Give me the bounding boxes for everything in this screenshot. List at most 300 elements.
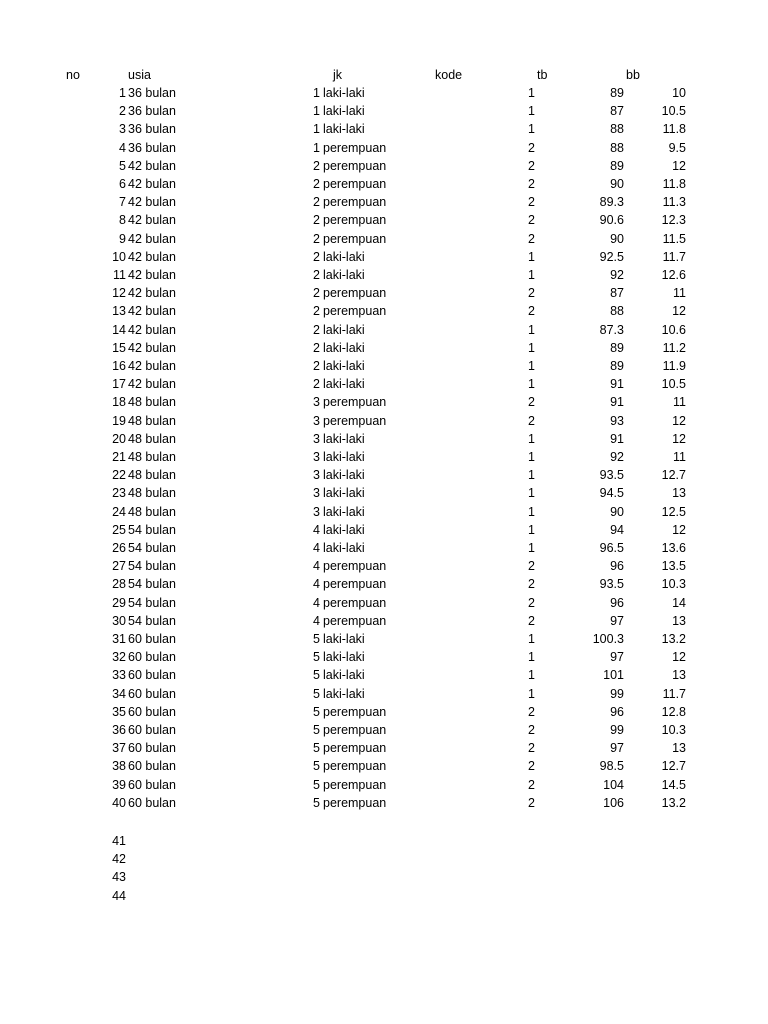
cell-bb: 12.3 bbox=[661, 213, 686, 228]
table-row bbox=[0, 84, 768, 102]
cell-bb: 14.5 bbox=[661, 777, 686, 792]
cell-kode: 2 bbox=[528, 595, 535, 610]
cell-jk: laki-laki bbox=[323, 486, 365, 501]
cell-tb: 94 bbox=[610, 522, 624, 537]
cell-tb: 91 bbox=[610, 431, 624, 446]
cell-jk: laki-laki bbox=[323, 268, 365, 282]
cell-tb: 97 bbox=[610, 650, 624, 665]
cell-age-code: 3 bbox=[313, 504, 320, 519]
cell-age-code: 2 bbox=[313, 213, 320, 228]
cell-tb: 104 bbox=[603, 777, 624, 792]
cell-tb: 88 bbox=[610, 140, 624, 155]
cell-tb: 94.5 bbox=[599, 486, 624, 501]
cell-usia: 60 bulan bbox=[128, 704, 176, 719]
cell-tb: 96 bbox=[610, 595, 624, 610]
cell-bb: 13 bbox=[672, 741, 686, 756]
cell-bb: 12.6 bbox=[661, 268, 686, 282]
cell-usia: 54 bulan bbox=[128, 595, 176, 610]
cell-age-code: 3 bbox=[313, 413, 320, 428]
cell-bb: 9.5 bbox=[668, 140, 686, 155]
cell-bb: 12 bbox=[672, 304, 686, 319]
cell-kode: 2 bbox=[528, 559, 535, 574]
cell-tb: 89 bbox=[610, 340, 624, 355]
header-jk: jk bbox=[333, 68, 343, 82]
cell-bb: 10.5 bbox=[661, 377, 686, 392]
cell-usia: 48 bulan bbox=[128, 486, 176, 501]
cell-jk: perempuan bbox=[323, 777, 387, 792]
cell-bb: 11.5 bbox=[662, 231, 686, 246]
cell-usia: 48 bulan bbox=[128, 504, 176, 519]
cell-usia: 42 bulan bbox=[128, 304, 176, 319]
cell-usia: 60 bulan bbox=[128, 650, 176, 665]
table-row bbox=[0, 721, 768, 739]
cell-jk: perempuan bbox=[323, 195, 387, 210]
cell-jk: laki-laki bbox=[323, 340, 365, 355]
cell-kode: 1 bbox=[528, 541, 535, 555]
cell-bb: 11.9 bbox=[662, 359, 686, 373]
cell-jk: laki-laki bbox=[323, 104, 365, 119]
cell-no: 32 bbox=[112, 650, 126, 665]
cell-no: 43 bbox=[112, 870, 126, 885]
cell-no: 34 bbox=[112, 686, 126, 701]
cell-no: 29 bbox=[112, 595, 126, 610]
cell-no: 16 bbox=[112, 359, 126, 373]
cell-age-code: 3 bbox=[313, 450, 320, 464]
cell-jk: laki-laki bbox=[323, 522, 365, 537]
cell-tb: 97 bbox=[610, 613, 624, 628]
cell-kode: 2 bbox=[528, 613, 535, 628]
cell-age-code: 2 bbox=[313, 177, 320, 191]
cell-kode: 1 bbox=[528, 686, 535, 701]
cell-kode: 2 bbox=[528, 395, 535, 410]
cell-kode: 1 bbox=[528, 86, 535, 100]
cell-kode: 1 bbox=[528, 340, 535, 355]
cell-tb: 90.6 bbox=[599, 213, 624, 228]
cell-jk: laki-laki bbox=[323, 468, 365, 483]
cell-age-code: 2 bbox=[313, 158, 320, 173]
cell-kode: 2 bbox=[528, 304, 535, 319]
cell-no: 13 bbox=[112, 304, 126, 319]
cell-usia: 54 bulan bbox=[128, 613, 176, 628]
cell-jk: perempuan bbox=[323, 413, 387, 428]
cell-bb: 10.3 bbox=[661, 723, 686, 737]
cell-no: 5 bbox=[119, 158, 126, 173]
cell-jk: perempuan bbox=[323, 140, 387, 155]
table-row bbox=[0, 612, 768, 630]
cell-kode: 2 bbox=[528, 413, 535, 428]
cell-no: 25 bbox=[112, 522, 126, 537]
cell-age-code: 3 bbox=[313, 431, 320, 446]
cell-jk: perempuan bbox=[323, 177, 387, 191]
cell-kode: 1 bbox=[528, 632, 535, 646]
cell-bb: 11.3 bbox=[662, 195, 686, 210]
cell-age-code: 3 bbox=[313, 486, 320, 501]
cell-kode: 1 bbox=[528, 122, 535, 137]
cell-jk: perempuan bbox=[323, 286, 387, 301]
cell-jk: laki-laki bbox=[323, 504, 365, 519]
cell-kode: 2 bbox=[528, 795, 535, 810]
cell-bb: 10 bbox=[672, 86, 686, 100]
cell-kode: 2 bbox=[528, 231, 535, 246]
cell-no: 4 bbox=[119, 140, 126, 155]
cell-no: 10 bbox=[112, 249, 126, 264]
cell-usia: 54 bulan bbox=[128, 577, 176, 592]
cell-bb: 12 bbox=[672, 431, 686, 446]
cell-no: 2 bbox=[119, 104, 126, 119]
table-row bbox=[0, 393, 768, 411]
cell-no: 18 bbox=[112, 395, 126, 410]
cell-age-code: 1 bbox=[313, 122, 320, 137]
cell-no: 15 bbox=[112, 340, 126, 355]
cell-bb: 12.8 bbox=[661, 704, 686, 719]
cell-tb: 89 bbox=[610, 158, 624, 173]
table-row bbox=[0, 339, 768, 357]
table-row bbox=[0, 321, 768, 339]
cell-jk: laki-laki bbox=[323, 668, 365, 683]
cell-no: 6 bbox=[119, 177, 126, 191]
cell-kode: 1 bbox=[528, 104, 535, 119]
table-row bbox=[0, 211, 768, 229]
cell-usia: 54 bulan bbox=[128, 522, 176, 537]
cell-tb: 99 bbox=[610, 723, 624, 737]
cell-jk: laki-laki bbox=[323, 86, 365, 100]
cell-age-code: 5 bbox=[313, 650, 320, 665]
cell-no: 9 bbox=[119, 231, 126, 246]
table-row bbox=[0, 120, 768, 138]
cell-no: 39 bbox=[112, 777, 126, 792]
cell-bb: 13.6 bbox=[661, 541, 686, 555]
cell-tb: 87 bbox=[610, 286, 624, 301]
cell-age-code: 2 bbox=[313, 286, 320, 301]
cell-kode: 1 bbox=[528, 450, 535, 464]
cell-jk: perempuan bbox=[323, 759, 387, 774]
cell-kode: 2 bbox=[528, 577, 535, 592]
cell-bb: 13 bbox=[672, 613, 686, 628]
cell-bb: 12.7 bbox=[661, 468, 686, 483]
cell-kode: 1 bbox=[528, 377, 535, 392]
cell-no: 30 bbox=[112, 613, 126, 628]
cell-tb: 96 bbox=[610, 704, 624, 719]
cell-tb: 92.5 bbox=[599, 249, 624, 264]
cell-no: 1 bbox=[119, 86, 126, 100]
list-item bbox=[0, 850, 768, 868]
cell-kode: 2 bbox=[528, 759, 535, 774]
cell-jk: laki-laki bbox=[323, 377, 365, 392]
cell-kode: 1 bbox=[528, 504, 535, 519]
cell-bb: 12 bbox=[672, 522, 686, 537]
table-row bbox=[0, 575, 768, 593]
cell-usia: 48 bulan bbox=[128, 468, 176, 483]
cell-kode: 2 bbox=[528, 286, 535, 301]
cell-no: 12 bbox=[112, 286, 126, 301]
cell-no: 11 bbox=[113, 268, 126, 282]
cell-age-code: 2 bbox=[313, 340, 320, 355]
cell-age-code: 5 bbox=[313, 795, 320, 810]
cell-usia: 42 bulan bbox=[128, 213, 176, 228]
cell-bb: 11.8 bbox=[662, 122, 686, 137]
cell-jk: perempuan bbox=[323, 741, 387, 756]
cell-bb: 12 bbox=[672, 413, 686, 428]
cell-tb: 90 bbox=[610, 231, 624, 246]
cell-jk: perempuan bbox=[323, 795, 387, 810]
cell-kode: 2 bbox=[528, 140, 535, 155]
cell-tb: 87 bbox=[610, 104, 624, 119]
cell-bb: 10.6 bbox=[661, 322, 686, 337]
cell-usia: 60 bulan bbox=[128, 741, 176, 756]
cell-jk: laki-laki bbox=[323, 650, 365, 665]
cell-usia: 60 bulan bbox=[128, 777, 176, 792]
cell-tb: 89.3 bbox=[599, 195, 624, 210]
cell-no: 38 bbox=[112, 759, 126, 774]
cell-kode: 2 bbox=[528, 723, 535, 737]
cell-kode: 1 bbox=[528, 468, 535, 483]
cell-usia: 60 bulan bbox=[128, 723, 176, 737]
table-row bbox=[0, 484, 768, 502]
cell-age-code: 1 bbox=[313, 104, 320, 119]
cell-usia: 42 bulan bbox=[128, 249, 176, 264]
cell-usia: 36 bulan bbox=[128, 86, 176, 100]
cell-tb: 97 bbox=[610, 741, 624, 756]
table-row bbox=[0, 466, 768, 484]
cell-bb: 12.5 bbox=[661, 504, 686, 519]
cell-tb: 93 bbox=[610, 413, 624, 428]
cell-no: 3 bbox=[119, 122, 126, 137]
cell-no: 28 bbox=[112, 577, 126, 592]
cell-no: 21 bbox=[112, 450, 126, 464]
cell-no: 27 bbox=[112, 559, 126, 574]
table-row bbox=[0, 776, 768, 794]
cell-age-code: 4 bbox=[313, 595, 320, 610]
cell-usia: 42 bulan bbox=[128, 340, 176, 355]
cell-usia: 42 bulan bbox=[128, 268, 176, 282]
table-row bbox=[0, 557, 768, 575]
cell-no: 24 bbox=[112, 504, 126, 519]
table-row bbox=[0, 757, 768, 775]
cell-usia: 54 bulan bbox=[128, 559, 176, 574]
cell-tb: 96.5 bbox=[599, 541, 624, 555]
cell-bb: 11 bbox=[673, 286, 686, 301]
table-row bbox=[0, 139, 768, 157]
cell-tb: 87.3 bbox=[599, 322, 624, 337]
cell-no: 19 bbox=[112, 413, 126, 428]
cell-age-code: 2 bbox=[313, 249, 320, 264]
cell-usia: 36 bulan bbox=[128, 104, 176, 119]
cell-kode: 2 bbox=[528, 777, 535, 792]
table-row bbox=[0, 157, 768, 175]
cell-no: 40 bbox=[112, 795, 126, 810]
cell-bb: 11 bbox=[673, 450, 686, 464]
table-row bbox=[0, 302, 768, 320]
cell-age-code: 2 bbox=[313, 231, 320, 246]
cell-no: 8 bbox=[119, 213, 126, 228]
cell-jk: perempuan bbox=[323, 158, 387, 173]
cell-age-code: 5 bbox=[313, 723, 320, 737]
cell-age-code: 2 bbox=[313, 322, 320, 337]
cell-age-code: 2 bbox=[313, 304, 320, 319]
cell-no: 22 bbox=[112, 468, 126, 483]
table-row bbox=[0, 539, 768, 557]
cell-jk: perempuan bbox=[323, 595, 387, 610]
cell-tb: 89 bbox=[610, 359, 624, 373]
cell-no: 23 bbox=[112, 486, 126, 501]
cell-age-code: 5 bbox=[313, 759, 320, 774]
cell-bb: 10.3 bbox=[661, 577, 686, 592]
cell-bb: 11.7 bbox=[662, 686, 686, 701]
cell-tb: 100.3 bbox=[592, 632, 624, 646]
cell-jk: laki-laki bbox=[323, 632, 365, 646]
cell-tb: 106 bbox=[603, 795, 624, 810]
cell-usia: 54 bulan bbox=[128, 541, 176, 555]
table-row bbox=[0, 703, 768, 721]
cell-usia: 60 bulan bbox=[128, 632, 176, 646]
cell-kode: 1 bbox=[528, 522, 535, 537]
cell-jk: laki-laki bbox=[323, 686, 365, 701]
cell-tb: 91 bbox=[610, 377, 624, 392]
cell-bb: 13.2 bbox=[661, 795, 686, 810]
cell-tb: 93.5 bbox=[599, 577, 624, 592]
cell-jk: laki-laki bbox=[323, 249, 365, 264]
cell-age-code: 5 bbox=[313, 668, 320, 683]
header-usia: usia bbox=[128, 68, 151, 82]
cell-tb: 89 bbox=[610, 86, 624, 100]
cell-jk: perempuan bbox=[323, 213, 387, 228]
cell-bb: 13 bbox=[672, 486, 686, 501]
table-row bbox=[0, 284, 768, 302]
cell-jk: laki-laki bbox=[323, 431, 365, 446]
cell-no: 17 bbox=[112, 377, 126, 392]
table-row bbox=[0, 430, 768, 448]
cell-tb: 91 bbox=[610, 395, 624, 410]
cell-no: 31 bbox=[112, 632, 126, 646]
cell-age-code: 1 bbox=[313, 86, 320, 100]
cell-tb: 88 bbox=[610, 122, 624, 137]
cell-usia: 60 bulan bbox=[128, 795, 176, 810]
cell-usia: 42 bulan bbox=[128, 286, 176, 301]
header-kode: kode bbox=[435, 68, 463, 82]
cell-kode: 1 bbox=[528, 322, 535, 337]
cell-no: 33 bbox=[112, 668, 126, 683]
cell-usia: 36 bulan bbox=[128, 140, 176, 155]
cell-age-code: 5 bbox=[313, 741, 320, 756]
cell-kode: 1 bbox=[528, 650, 535, 665]
table-row bbox=[0, 357, 768, 375]
cell-jk: laki-laki bbox=[323, 450, 365, 464]
cell-age-code: 5 bbox=[313, 686, 320, 701]
cell-age-code: 2 bbox=[313, 268, 320, 282]
cell-bb: 11 bbox=[673, 395, 686, 410]
header-tb: tb bbox=[537, 68, 548, 82]
cell-kode: 1 bbox=[528, 431, 535, 446]
cell-jk: perempuan bbox=[323, 304, 387, 319]
cell-bb: 14 bbox=[672, 595, 686, 610]
cell-kode: 2 bbox=[528, 213, 535, 228]
table-row bbox=[0, 266, 768, 284]
cell-usia: 60 bulan bbox=[128, 759, 176, 774]
table-row bbox=[0, 102, 768, 120]
cell-kode: 2 bbox=[528, 741, 535, 756]
cell-jk: perempuan bbox=[323, 559, 387, 574]
cell-kode: 1 bbox=[528, 268, 535, 282]
cell-age-code: 5 bbox=[313, 704, 320, 719]
cell-usia: 42 bulan bbox=[128, 195, 176, 210]
cell-tb: 96 bbox=[610, 559, 624, 574]
cell-usia: 60 bulan bbox=[128, 668, 176, 683]
cell-kode: 1 bbox=[528, 668, 535, 683]
cell-age-code: 2 bbox=[313, 377, 320, 392]
cell-usia: 42 bulan bbox=[128, 231, 176, 246]
cell-jk: laki-laki bbox=[323, 541, 365, 555]
table-row bbox=[0, 193, 768, 211]
cell-tb: 101 bbox=[603, 668, 624, 683]
table-row bbox=[0, 666, 768, 684]
cell-usia: 48 bulan bbox=[128, 395, 176, 410]
cell-age-code: 4 bbox=[313, 522, 320, 537]
cell-no: 42 bbox=[112, 852, 126, 867]
cell-bb: 10.5 bbox=[661, 104, 686, 119]
cell-no: 35 bbox=[112, 704, 126, 719]
cell-jk: perempuan bbox=[323, 231, 387, 246]
cell-kode: 2 bbox=[528, 195, 535, 210]
cell-jk: laki-laki bbox=[323, 322, 365, 337]
cell-age-code: 5 bbox=[313, 777, 320, 792]
cell-tb: 92 bbox=[610, 268, 624, 282]
cell-no: 14 bbox=[112, 322, 126, 337]
table-row bbox=[0, 685, 768, 703]
cell-usia: 42 bulan bbox=[128, 322, 176, 337]
cell-jk: laki-laki bbox=[323, 122, 365, 137]
table-row bbox=[0, 230, 768, 248]
list-item bbox=[0, 887, 768, 905]
cell-jk: perempuan bbox=[323, 704, 387, 719]
cell-kode: 1 bbox=[528, 359, 535, 373]
cell-usia: 48 bulan bbox=[128, 413, 176, 428]
cell-tb: 90 bbox=[610, 177, 624, 191]
cell-usia: 42 bulan bbox=[128, 377, 176, 392]
cell-bb: 12.7 bbox=[661, 759, 686, 774]
table-row bbox=[0, 248, 768, 266]
cell-no: 44 bbox=[112, 888, 126, 903]
list-item bbox=[0, 832, 768, 850]
cell-usia: 60 bulan bbox=[128, 686, 176, 701]
cell-kode: 1 bbox=[528, 249, 535, 264]
header-bb: bb bbox=[626, 68, 640, 82]
cell-jk: laki-laki bbox=[323, 359, 365, 373]
cell-no: 41 bbox=[112, 834, 126, 848]
cell-tb: 98.5 bbox=[599, 759, 624, 774]
list-item bbox=[0, 868, 768, 886]
cell-kode: 1 bbox=[528, 486, 535, 501]
cell-no: 36 bbox=[112, 723, 126, 737]
cell-usia: 48 bulan bbox=[128, 450, 176, 464]
table-row bbox=[0, 739, 768, 757]
cell-jk: perempuan bbox=[323, 723, 387, 737]
table-row bbox=[0, 648, 768, 666]
cell-tb: 92 bbox=[610, 450, 624, 464]
cell-age-code: 4 bbox=[313, 559, 320, 574]
cell-tb: 93.5 bbox=[599, 468, 624, 483]
cell-tb: 90 bbox=[610, 504, 624, 519]
cell-kode: 2 bbox=[528, 177, 535, 191]
cell-jk: perempuan bbox=[323, 395, 387, 410]
cell-tb: 88 bbox=[610, 304, 624, 319]
cell-age-code: 5 bbox=[313, 632, 320, 646]
cell-bb: 11.8 bbox=[662, 177, 686, 191]
cell-bb: 12 bbox=[672, 650, 686, 665]
cell-usia: 42 bulan bbox=[128, 359, 176, 373]
cell-usia: 42 bulan bbox=[128, 158, 176, 173]
cell-age-code: 2 bbox=[313, 195, 320, 210]
table-row bbox=[0, 521, 768, 539]
